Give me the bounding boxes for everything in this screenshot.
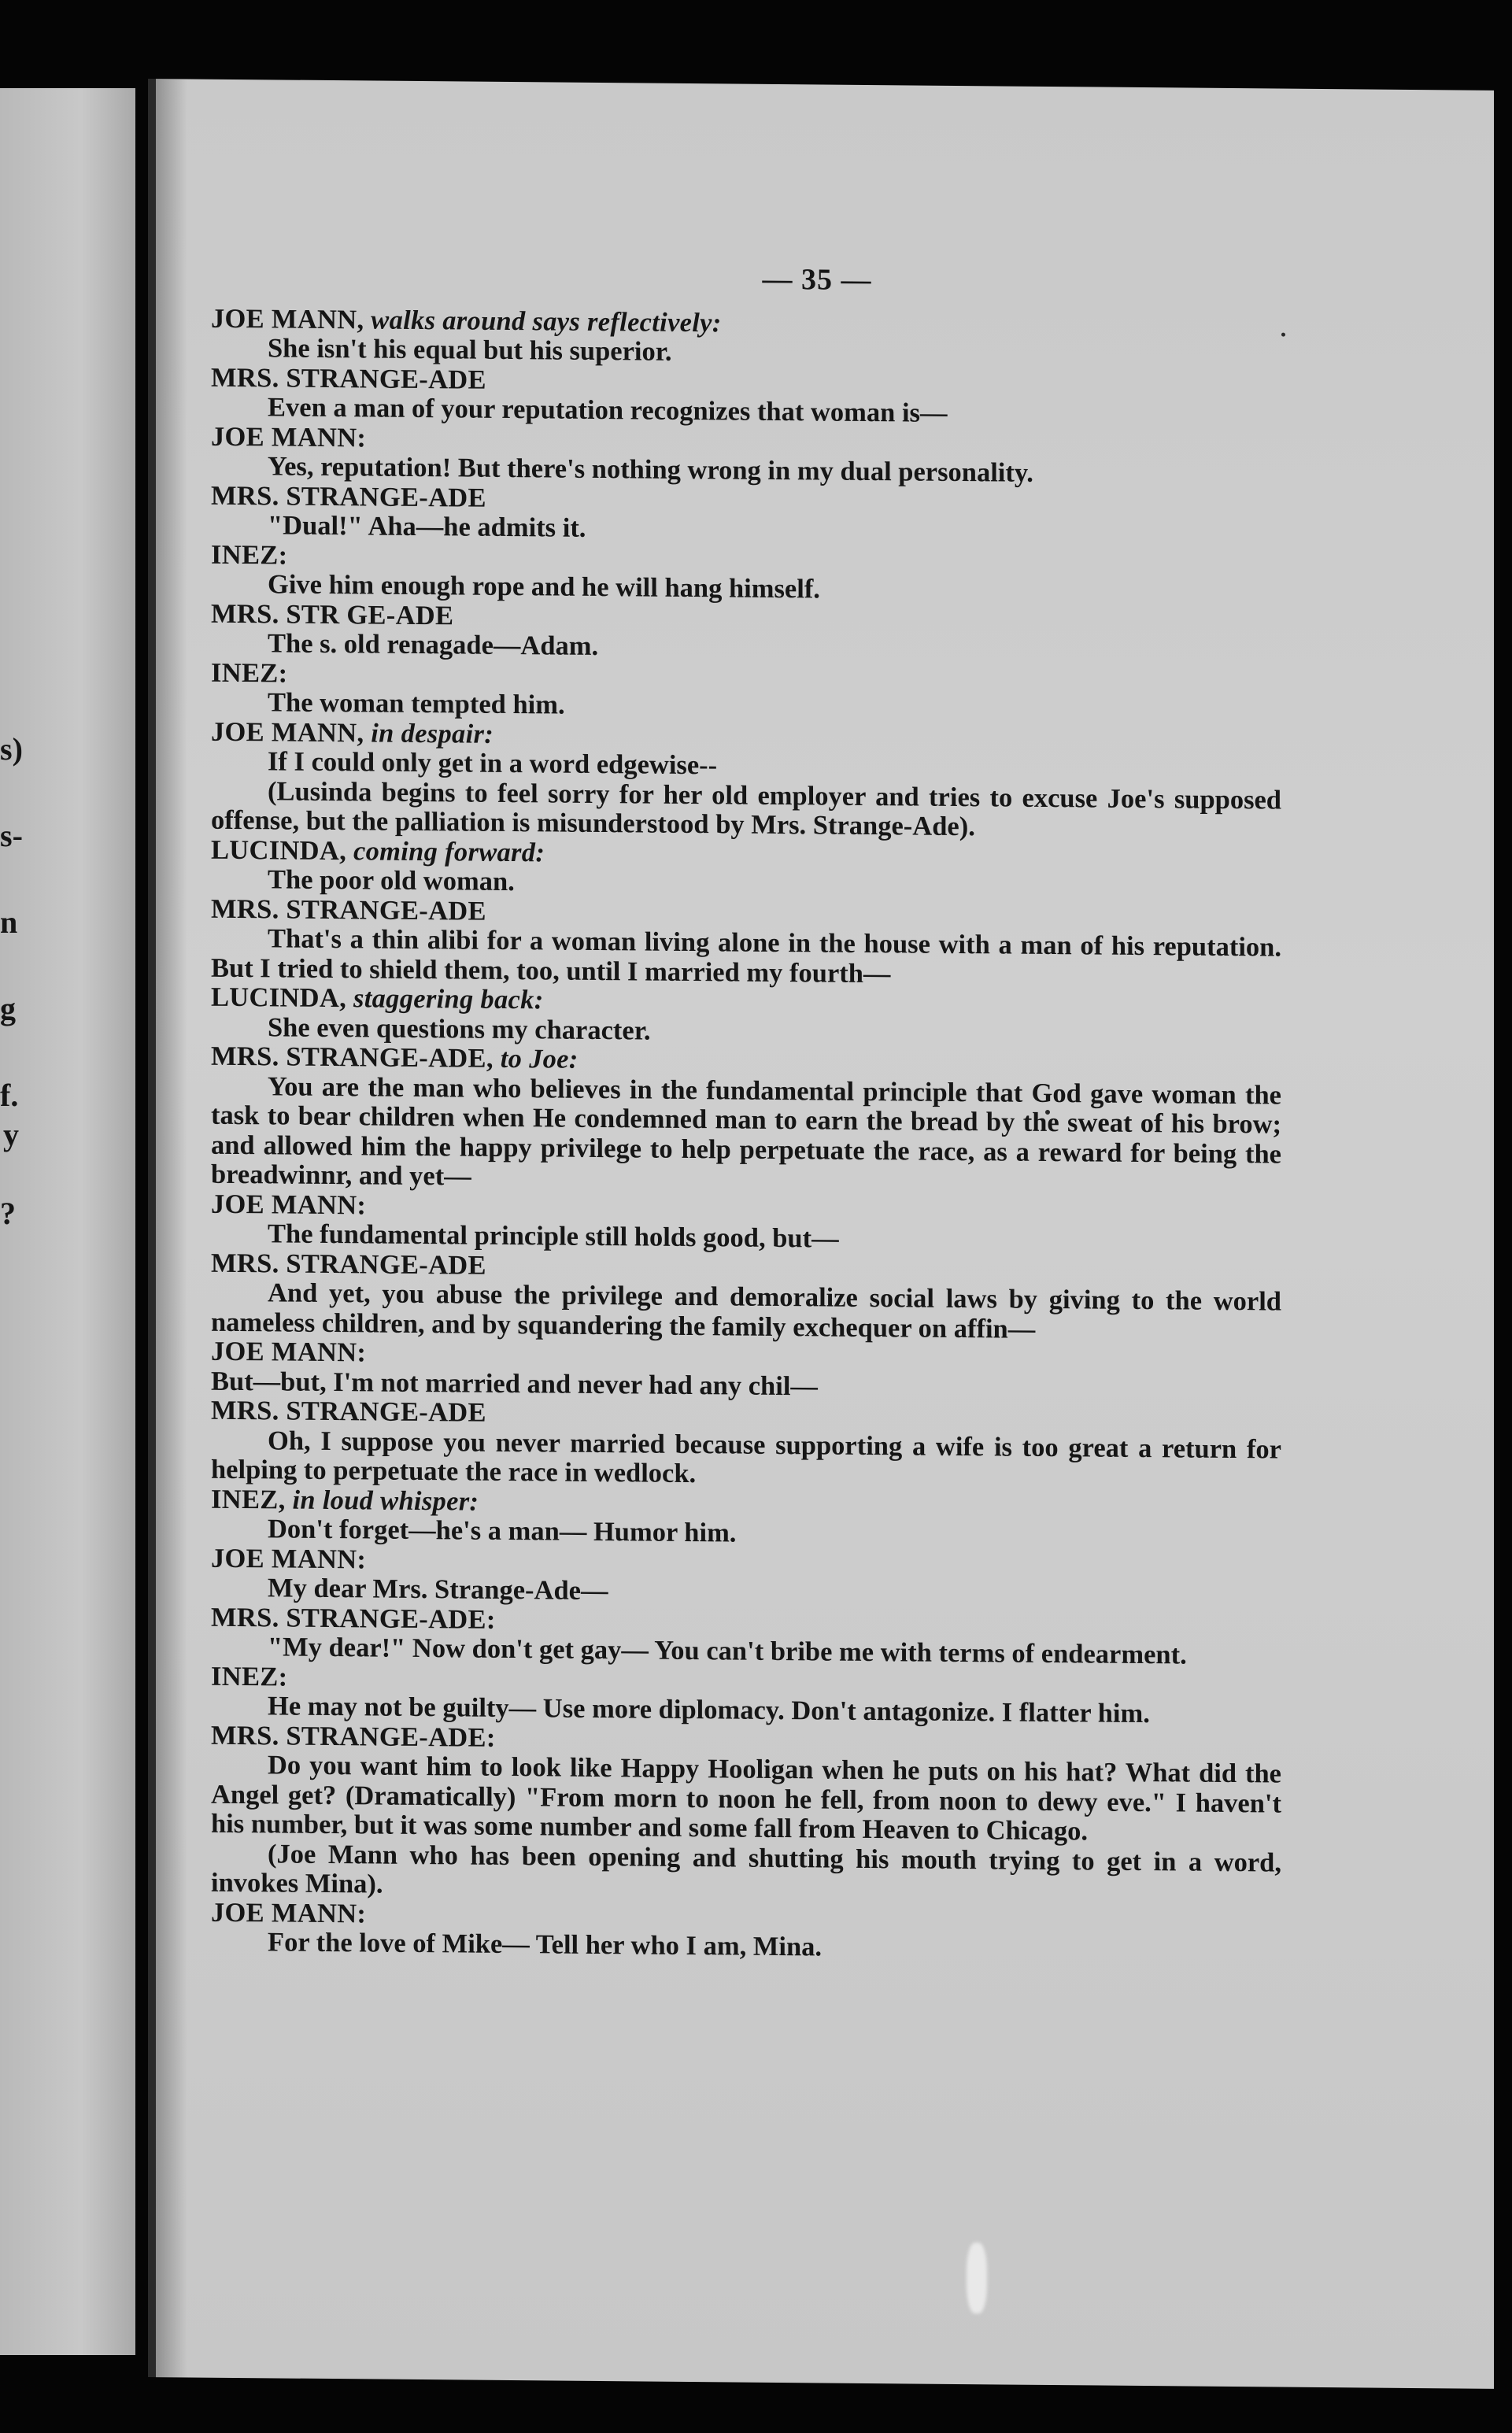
speech-text: Don't forget—he's a man— Humor him. (268, 1514, 737, 1548)
speech-text: Do you want him to look like Happy Hooligan when he puts on his hat? What did the Angel get? (Dramatically) "From morn to noon he fell, from noon to dewy eve." I haven't his number, but it was some number and some fall from Heaven to Chicago. (211, 1750, 1281, 1847)
speech-text: My dear Mrs. Strange-Ade— (268, 1573, 608, 1607)
stage-direction-inline: to Joe: (500, 1043, 579, 1074)
speech-text: Give him enough rope and he will hang himself. (268, 569, 820, 605)
stage-direction-inline: in loud whisper: (292, 1485, 479, 1517)
speaker-name: JOE MANN: (211, 1189, 367, 1220)
speaker-name: MRS. STRANGE-ADE, (211, 1041, 494, 1074)
speech-text: "Dual!" Aha—he admits it. (268, 510, 586, 543)
dialogue-blocks (211, 304, 1281, 1966)
speech-text: The fundamental principle still holds good, but— (268, 1218, 839, 1254)
speech-text: You are the man who believes in the fundamental principle that God gave woman the task to bear children when He condemned man to earn the bread by the sweat of his brow; and allowed him the happy privilege to help perpetuate the race, as a reward for being the breadwinnr, and yet— (211, 1070, 1281, 1192)
speaker-name: MRS. STRANGE-ADE (211, 1248, 486, 1281)
speaker-name: JOE MANN: (211, 1543, 367, 1574)
speech-text: That's a thin alibi for a woman living alone in the house with a man of his reputation. But I tried to shield them, too, until I married my fourth— (211, 923, 1281, 989)
stage-direction-inline: coming forward: (353, 835, 545, 867)
speaker-name: MRS. STRANGE-ADE (211, 1395, 486, 1428)
play-text (211, 261, 1281, 1966)
stage-direction: (Joe Mann who has been opening and shutting his mouth trying to get in a word, invokes Mina). (211, 1838, 1281, 1899)
speaker-name: LUCINDA, (211, 982, 347, 1014)
margin-fragment: s) (0, 731, 23, 767)
speaker-name: JOE MANN: (211, 1336, 367, 1368)
speech-text: And yet, you abuse the privilege and demoralize social laws by giving to the world nameless children, and by squandering the family exchequer on affin— (211, 1278, 1281, 1344)
ink-speck (1281, 333, 1285, 337)
speech-text: He may not be guilty— Use more diplomacy. Don't antagonize. I flatter him. (268, 1691, 1150, 1729)
speaker-name: LUCINDA, (211, 834, 347, 866)
speech-text: Even a man of your reputation recognizes that woman is— (268, 392, 948, 428)
speaker-name: MRS. STR GE-ADE (211, 598, 454, 630)
margin-fragment: n (0, 904, 18, 940)
speaker-name: JOE MANN: (211, 1897, 367, 1928)
stage-direction: (Lusinda begins to feel sorry for her old employer and tries to excuse Joe's supposed offense, but the palliation is misunderstood by Mrs. Strange-Ade). (211, 775, 1281, 842)
speech-text: The s. old renagade—Adam. (268, 628, 599, 661)
speaker-name: MRS. STRANGE-ADE: (211, 1602, 496, 1635)
speech-text: For the love of Mike— Tell her who I am, Mina. (268, 1927, 823, 1962)
paper-blemish (967, 2243, 987, 2313)
speaker-name: MRS. STRANGE-ADE (211, 362, 486, 395)
stage-direction-inline: in despair: (371, 717, 494, 749)
margin-fragment: s- (0, 818, 23, 853)
speaker-name: MRS. STRANGE-ADE (211, 893, 486, 926)
stage-direction-inline: staggering back: (353, 983, 544, 1015)
speech-text: If I could only get in a word edgewise-- (268, 746, 718, 781)
speaker-name: INEZ, (211, 1484, 286, 1515)
margin-fragment: y (3, 1117, 19, 1152)
speaker-name: JOE MANN, (211, 716, 364, 748)
speaker-name: INEZ: (211, 1661, 288, 1692)
speech-text: The woman tempted him. (268, 687, 565, 720)
speaker-name: JOE MANN, (211, 303, 364, 335)
speech-text: Yes, reputation! But there's nothing wrong in my dual personality. (268, 451, 1033, 488)
speech-text: But—but, I'm not married and never had any chil— (211, 1366, 818, 1401)
margin-fragment: f. (0, 1078, 19, 1113)
page-number: — 35 — (762, 262, 872, 298)
speech-text: The poor old woman. (268, 864, 515, 897)
speech-text: Oh, I suppose you never married because supporting a wife is too great a return for helping to perpetuate the race in wedlock. (211, 1425, 1281, 1489)
margin-fragment: ? (0, 1196, 16, 1231)
stage-direction-inline: walks around says reflectively: (371, 304, 722, 338)
book-page (148, 79, 1494, 2389)
speaker-name: JOE MANN: (211, 421, 367, 453)
margin-fragment: g (0, 991, 16, 1026)
speaker-name: MRS. STRANGE-ADE (211, 480, 486, 513)
speaker-name: INEZ: (211, 539, 288, 571)
speaker-name: INEZ: (211, 657, 288, 689)
speech-text: "My dear!" Now don't get gay— You can't bribe me with terms of endearment. (268, 1632, 1187, 1670)
facing-page-edge (0, 88, 135, 2355)
speech-text: She even questions my character. (268, 1011, 651, 1046)
gutter-shadow (156, 79, 187, 2377)
speech-text: She isn't his equal but his superior. (268, 333, 672, 367)
speaker-name: MRS. STRANGE-ADE: (211, 1720, 496, 1753)
